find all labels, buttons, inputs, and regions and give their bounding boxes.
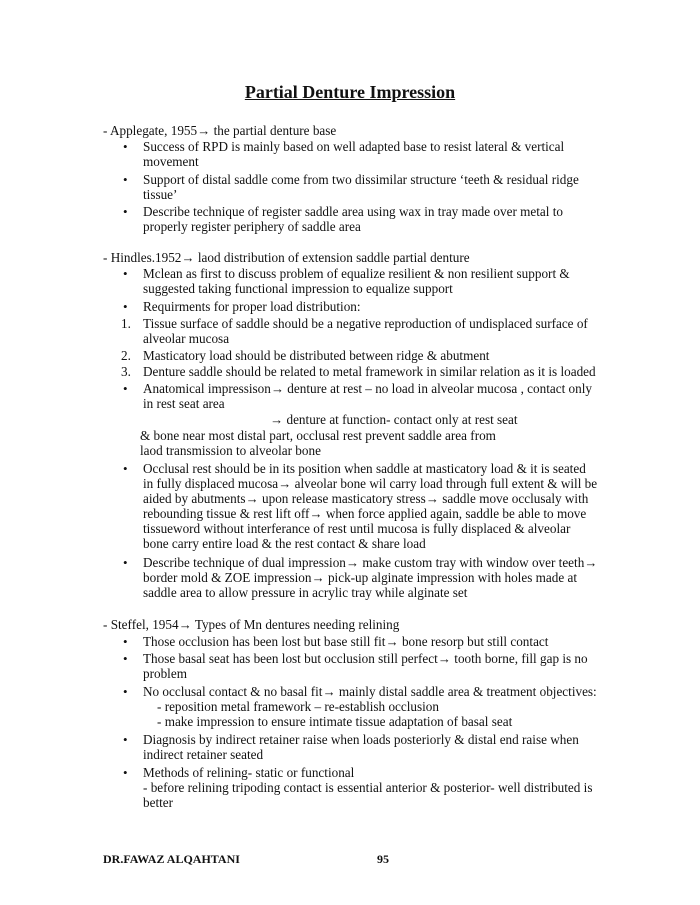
list-item-line: Success of RPD is mainly based on well adapted base to resist lateral & vertical [143, 139, 565, 154]
bullet-marker: • [123, 461, 128, 476]
list-item-line: problem [143, 666, 187, 681]
list-item-line: indirect retainer seated [143, 747, 264, 762]
sub-item-line: - reposition metal framework – re-establish occlusion [157, 699, 439, 714]
section-header-applegate: - Applegate, 1955→ the partial denture base [103, 123, 337, 138]
list-item-line: Denture saddle should be related to metal framework in similar relation as it is loaded [143, 364, 596, 379]
footer-author: DR.FAWAZ ALQAHTANI [103, 852, 240, 866]
list-item-line: Those occlusion has been lost but base still fit→ bone resorp but still contact [143, 634, 549, 649]
list-item-line: Describe technique of register saddle area using wax in tray made over metal to [143, 204, 564, 219]
list-item-line: Methods of relining- static or functional [143, 765, 355, 780]
bullet-marker: • [123, 299, 128, 314]
continuation-line: → denture at function- contact only at rest seat [270, 412, 518, 427]
continuation-line: & bone near most distal part, occlusal rest prevent saddle area from [140, 428, 496, 443]
bullet-marker: • [123, 634, 128, 649]
list-item-line: suggested taking functional impression to equalize support [143, 281, 453, 296]
bullet-marker: • [123, 732, 128, 747]
list-item-line: Mclean as first to discuss problem of equalize resilient & non resilient support & [143, 266, 570, 281]
section-header-hindles: - Hindles.1952→ laod distribution of extension saddle partial denture [103, 250, 470, 265]
bullet-marker: • [123, 139, 128, 154]
list-item-line: Requirments for proper load distribution: [143, 299, 361, 314]
list-item-line: movement [143, 154, 199, 169]
bullet-marker: • [123, 765, 128, 780]
list-item-line: in rest seat area [143, 396, 225, 411]
list-item-line: saddle area to allow pressure in acrylic tray while alginate set [143, 585, 468, 600]
list-item-line: Those basal seat has been lost but occlusion still perfect→ tooth borne, fill gap is no [143, 651, 588, 666]
list-item-line: - before relining tripoding contact is essential anterior & posterior- well distributed is [143, 780, 593, 795]
list-number: 2. [121, 348, 131, 363]
list-item-line: Masticatory load should be distributed between ridge & abutment [143, 348, 490, 363]
bullet-marker: • [123, 381, 128, 396]
list-item-line: Tissue surface of saddle should be a negative reproduction of undisplaced surface of [143, 316, 588, 331]
list-item-line: Describe technique of dual impression→ make custom tray with window over teeth→ [143, 555, 598, 570]
bullet-marker: • [123, 555, 128, 570]
list-item-line: Diagnosis by indirect retainer raise when loads posteriorly & distal end raise when [143, 732, 579, 747]
list-item-line: border mold & ZOE impression→ pick-up alginate impression with holes made at [143, 570, 578, 585]
bullet-marker: • [123, 684, 128, 699]
bullet-marker: • [123, 172, 128, 187]
bullet-marker: • [123, 651, 128, 666]
list-number: 1. [121, 316, 131, 331]
list-item-line: tissueword without interferance of rest until mucosa is fully displaced & alveolar [143, 521, 571, 536]
continuation-line: laod transmission to alveolar bone [140, 443, 321, 458]
list-item-line: in fully displaced mucosa→ alveolar bone wil carry load through full extent & will be [143, 476, 598, 491]
section-header-steffel: - Steffel, 1954→ Types of Mn dentures needing relining [103, 617, 400, 632]
list-item-line: Occlusal rest should be in its position when saddle at masticatory load & it is seated [143, 461, 586, 476]
list-item-line: bone carry entire load & the rest contact & share load [143, 536, 426, 551]
list-item-line: tissue’ [143, 187, 178, 202]
list-number: 3. [121, 364, 131, 379]
list-item-line: No occlusal contact & no basal fit→ mainly distal saddle area & treatment objectives: [143, 684, 597, 699]
page-title: Partial Denture Impression [244, 82, 456, 102]
list-item-line: alveolar mucosa [143, 331, 230, 346]
page-number: 95 [377, 852, 389, 866]
list-item-line: Support of distal saddle come from two dissimilar structure ‘teeth & residual ridge [143, 172, 579, 187]
list-item-line: better [143, 795, 174, 810]
bullet-marker: • [123, 266, 128, 281]
list-item-line: Anatomical impressison→ denture at rest – no load in alveolar mucosa , contact only [143, 381, 592, 396]
list-item-line: properly register periphery of saddle area [143, 219, 361, 234]
list-item-line: rebounding tissue & rest lift off→ when force applied again, saddle be able to move [143, 506, 587, 521]
bullet-marker: • [123, 204, 128, 219]
list-item-line: aided by abutments→ upon release masticatory stress→ saddle move occlusaly with [143, 491, 589, 506]
sub-item-line: - make impression to ensure intimate tissue adaptation of basal seat [157, 714, 513, 729]
